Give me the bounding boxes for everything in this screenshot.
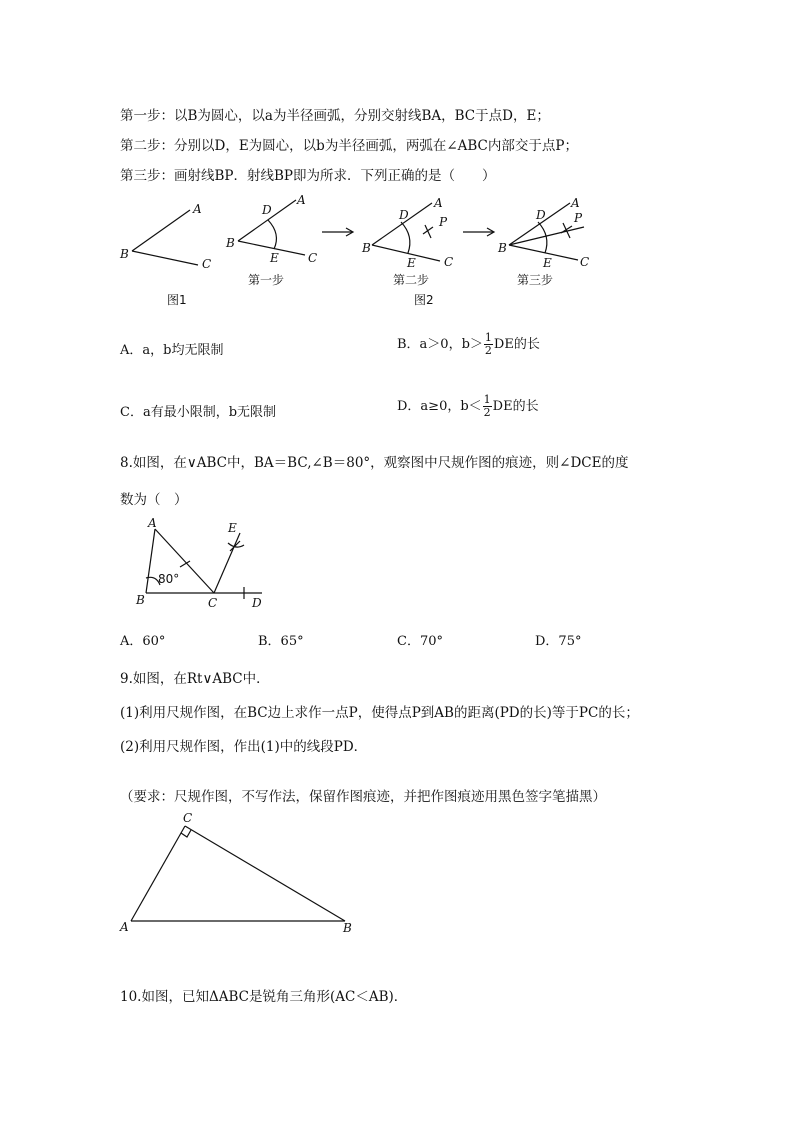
q8-point-b: B — [136, 593, 145, 607]
step1-point-b: B — [226, 236, 235, 250]
step3-caption: 第三步 — [517, 273, 554, 287]
step1-point-c: C — [308, 251, 318, 265]
step1-caption: 第一步 — [248, 273, 285, 287]
q9-point-c: C — [183, 811, 193, 825]
q7-step2: 第二步：分别以D，E为圆心，以b为半径画弧，两弧在∠ABC内部交于点P； — [120, 138, 578, 154]
fig1-angle — [132, 210, 198, 265]
q7-option-d[interactable] — [397, 394, 539, 419]
q8-line2: 数为（ ） — [120, 492, 188, 508]
q9-point-b: B — [343, 921, 352, 935]
q7-option-b-pre: B．a＞0，b＞ — [397, 337, 483, 352]
q8-option-b[interactable]: B．65° — [258, 634, 304, 649]
q7-step3: 第三步：画射线BP．射线BP即为所求．下列正确的是（ ） — [120, 168, 496, 184]
step3-point-c: C — [580, 255, 590, 269]
fig1-label: 图1 — [167, 293, 187, 307]
step2-point-p: P — [439, 215, 448, 229]
q7-option-b-post: DE的长 — [493, 337, 540, 352]
step3-point-p: P — [574, 211, 583, 225]
q7-step1: 第一步：以B为圆心，以a为半径画弧，分别交射线BA，BC于点D，E； — [120, 108, 550, 124]
q7-option-d-pre: D．a≥0，b＜ — [397, 399, 482, 414]
q8-point-d: D — [252, 596, 262, 610]
q8-point-c: C — [208, 596, 218, 610]
step2-point-c: C — [444, 255, 454, 269]
step3-point-a: A — [571, 196, 580, 210]
step2-point-a: A — [434, 196, 443, 210]
step2-point-d: D — [399, 208, 409, 222]
fig1-point-b: B — [120, 247, 129, 261]
q7-option-a[interactable]: A．a，b均无限制 — [120, 343, 224, 358]
step2-point-e: E — [407, 256, 416, 270]
fraction-half: $\frac{1}{2}$ — [483, 393, 491, 419]
fig1-point-a: A — [193, 202, 202, 216]
q8-figure — [146, 529, 262, 599]
arrow-1 — [322, 228, 353, 236]
fraction-half: $\frac{1}{2}$ — [484, 331, 492, 357]
step1-point-a: A — [297, 193, 306, 207]
fig1-point-c: C — [202, 257, 212, 271]
step3-point-b: B — [498, 241, 507, 255]
q9-line2: (1)利用尺规作图，在BC边上求作一点P，使得点P到AB的距离(PD的长)等于PC的长； — [120, 705, 639, 721]
step3-figure — [509, 203, 584, 260]
fig2-label: 图2 — [414, 293, 434, 307]
arrow-2 — [463, 228, 494, 236]
q9-point-a: A — [120, 920, 129, 934]
q8-option-c[interactable]: C．70° — [397, 634, 443, 649]
step1-point-e: E — [270, 251, 279, 265]
q8-point-a: A — [148, 516, 157, 530]
q7-option-d-post: DE的长 — [492, 399, 539, 414]
step2-caption: 第二步 — [393, 273, 430, 287]
q9-line1: 9.如图，在Rt∨ABC中． — [120, 671, 270, 687]
q7-option-c[interactable]: C．a有最小限制，b无限制 — [120, 405, 277, 420]
q7-option-b[interactable] — [397, 332, 540, 357]
q9-line3: (2)利用尺规作图，作出(1)中的线段PD． — [120, 739, 368, 755]
q8-line1: 8.如图，在∨ABC中，BA＝BC,∠B＝80°，观察图中尺规作图的痕迹，则∠DCE的度 — [120, 455, 629, 471]
q8-angle-label: 80° — [158, 572, 180, 586]
q9-figure — [131, 826, 345, 921]
q8-option-a[interactable]: A．60° — [120, 634, 166, 649]
step3-point-e: E — [543, 256, 552, 270]
q9-line4: （要求：尺规作图，不写作法，保留作图痕迹，并把作图痕迹用黑色签字笔描黑） — [120, 789, 606, 805]
step1-point-d: D — [262, 203, 272, 217]
q8-point-e: E — [228, 521, 237, 535]
q10-line1: 10.如图，已知ΔABC是锐角三角形(AC＜AB)． — [120, 989, 408, 1005]
step3-point-d: D — [536, 208, 546, 222]
q8-option-d[interactable]: D．75° — [535, 634, 582, 649]
step2-point-b: B — [362, 241, 371, 255]
